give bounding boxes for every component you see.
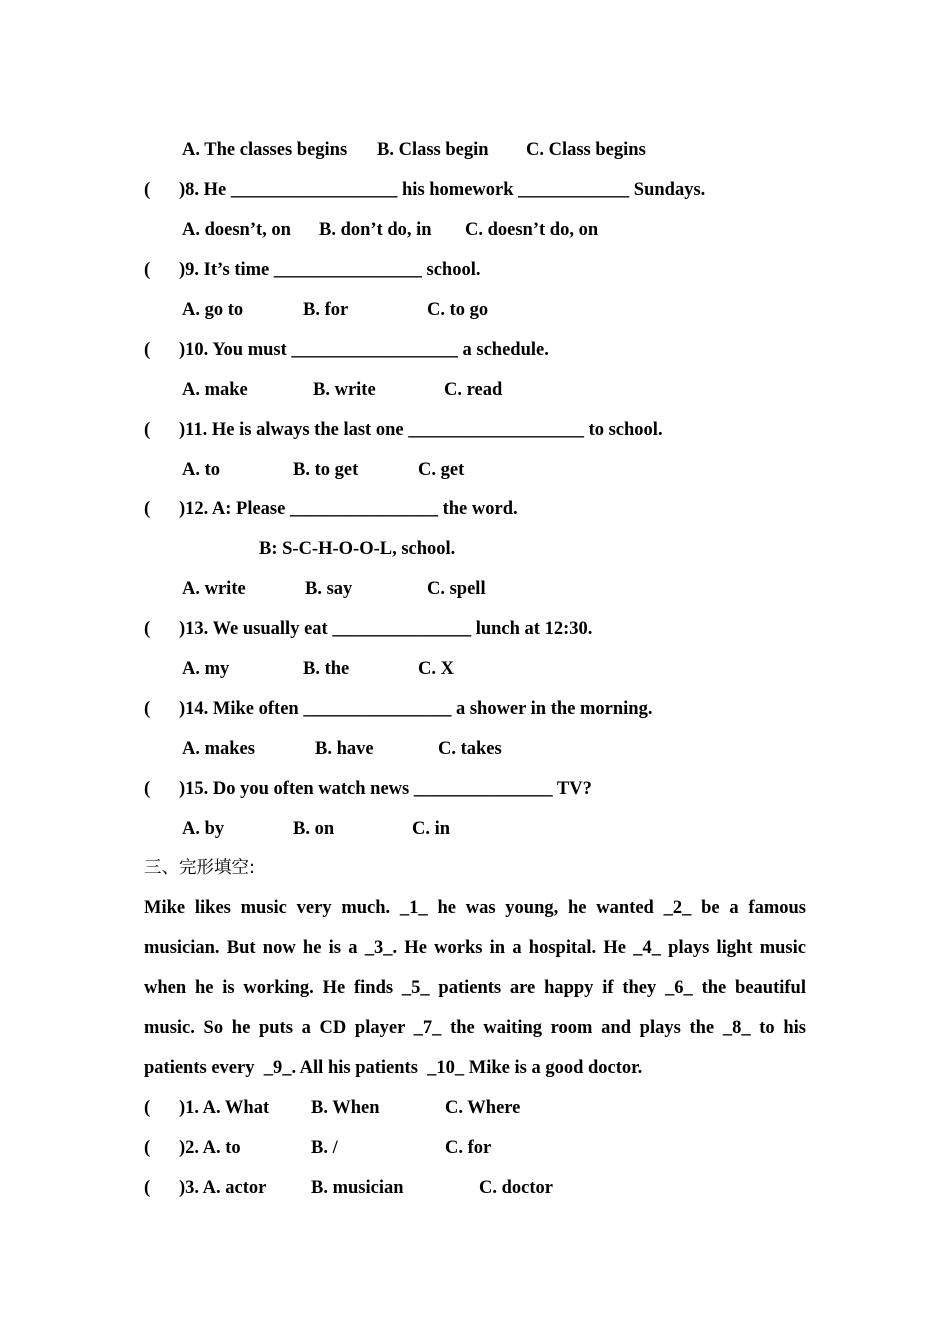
cloze-q3-option-a: )3. A. actor [179, 1178, 267, 1198]
q12-paren: ( [144, 499, 151, 519]
q10-option-b: B. write [313, 380, 376, 400]
passage-line-3: when he is working. He finds _5_ patients are happy if they _6_ the beautiful [144, 978, 806, 998]
passage-line-1: Mike likes music very much. _1_ he was young, he wanted _2_ be a famous [144, 898, 806, 918]
q12-stem: )12. A: Please ________________ the word. [179, 499, 518, 519]
cloze-q1-option-b: B. When [311, 1098, 380, 1118]
section-heading: 三、完形填空: [144, 858, 255, 878]
cloze-q3-paren: ( [144, 1178, 151, 1198]
cloze-q2-paren: ( [144, 1138, 151, 1158]
q15-option-c: C. in [412, 819, 451, 839]
q11-option-c: C. get [418, 460, 465, 480]
q12-option-b: B. say [305, 579, 353, 599]
q15-option-b: B. on [293, 819, 335, 839]
q9-paren: ( [144, 260, 151, 280]
cloze-q3-option-c: C. doctor [479, 1178, 553, 1198]
q14-option-a: A. makes [182, 739, 255, 759]
passage-line-2: musician. But now he is a _3_. He works in a hospital. He _4_ plays light music [144, 938, 806, 958]
q13-option-c: C. X [418, 659, 454, 679]
q14-paren: ( [144, 699, 151, 719]
q13-stem: )13. We usually eat _______________ lunch at 12:30. [179, 619, 593, 639]
cloze-q1-option-a: )1. A. What [179, 1098, 270, 1118]
q8-paren: ( [144, 180, 151, 200]
q15-option-a: A. by [182, 819, 225, 839]
q10-stem: )10. You must __________________ a schedule. [179, 340, 549, 360]
q9-stem: )9. It’s time ________________ school. [179, 260, 481, 280]
q11-option-b: B. to get [293, 460, 359, 480]
q13-option-a: A. my [182, 659, 230, 679]
q15-stem: )15. Do you often watch news _______________ TV? [179, 779, 592, 799]
cloze-q2-option-c: C. for [445, 1138, 492, 1158]
q11-option-a: A. to [182, 460, 221, 480]
q8-option-b: B. don’t do, in [319, 220, 432, 240]
q9-option-b: B. for [303, 300, 349, 320]
q9-option-c: C. to go [427, 300, 489, 320]
q8-option-a: A. doesn’t, on [182, 220, 291, 240]
q9-option-a: A. go to [182, 300, 244, 320]
q7-option-a: A. The classes begins [182, 140, 348, 160]
cloze-q3-option-b: B. musician [311, 1178, 404, 1198]
q10-option-c: C. read [444, 380, 503, 400]
q8-option-c: C. doesn’t do, on [465, 220, 599, 240]
q15-paren: ( [144, 779, 151, 799]
q10-option-a: A. make [182, 380, 248, 400]
q12-response: B: S-C-H-O-O-L, school. [259, 539, 456, 559]
q14-stem: )14. Mike often ________________ a shower in the morning. [179, 699, 653, 719]
q8-stem: )8. He __________________ his homework ____________ Sundays. [179, 180, 706, 200]
q11-paren: ( [144, 420, 151, 440]
q10-paren: ( [144, 340, 151, 360]
cloze-q1-paren: ( [144, 1098, 151, 1118]
q7-option-c: C. Class begins [526, 140, 646, 160]
q14-option-c: C. takes [438, 739, 502, 759]
q12-option-a: A. write [182, 579, 246, 599]
passage-line-4: music. So he puts a CD player _7_ the waiting room and plays the _8_ to his [144, 1018, 806, 1038]
q14-option-b: B. have [315, 739, 374, 759]
q13-option-b: B. the [303, 659, 350, 679]
passage-line-5: patients every _9_. All his patients _10_ Mike is a good doctor. [144, 1058, 643, 1078]
cloze-q2-option-a: )2. A. to [179, 1138, 241, 1158]
cloze-q1-option-c: C. Where [445, 1098, 521, 1118]
q11-stem: )11. He is always the last one ___________________ to school. [179, 420, 663, 440]
q12-option-c: C. spell [427, 579, 486, 599]
q7-option-b: B. Class begin [377, 140, 489, 160]
q13-paren: ( [144, 619, 151, 639]
cloze-q2-option-b: B. / [311, 1138, 338, 1158]
